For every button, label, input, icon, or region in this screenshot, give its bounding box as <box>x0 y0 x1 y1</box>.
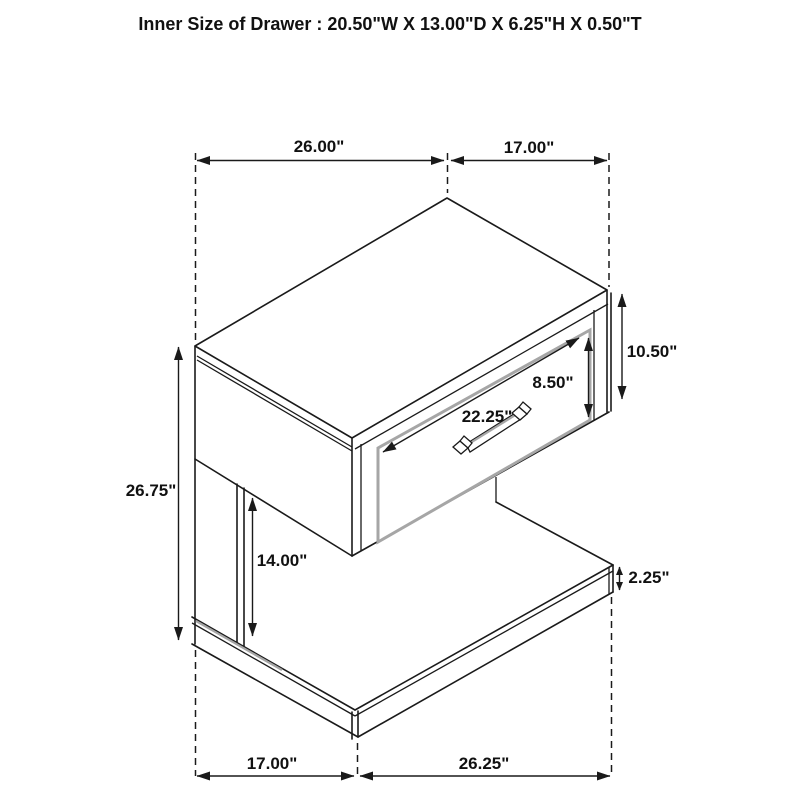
top-slab-line <box>197 356 352 447</box>
dimension-label-bottom-right-width: 26.25" <box>458 754 510 773</box>
cabinet-bottom-left-edge <box>195 459 352 556</box>
base-top-left-edge <box>192 617 355 710</box>
dimension-label-drawer-face-height: 8.50" <box>532 373 574 392</box>
base-top-right-edge <box>355 565 613 710</box>
base-edge-highlight <box>196 621 282 670</box>
top-slab-line <box>197 360 352 451</box>
base-shelf <box>192 565 613 739</box>
base-slab-line <box>355 571 613 716</box>
dimension-label-cabinet-side-height: 10.50" <box>626 342 678 361</box>
dimension-label-drawer-face-width: 22.25" <box>461 407 513 426</box>
nightstand-outline <box>192 198 613 739</box>
drawing-title: Inner Size of Drawer : 20.50"W X 13.00"D X 6.25"H X 0.50"T <box>138 14 642 34</box>
base-slab-line <box>192 623 355 716</box>
dimension-label-bottom-left-depth: 17.00" <box>246 754 298 773</box>
dimension-label-top-right-depth: 17.00" <box>503 138 555 157</box>
base-back-edge <box>496 502 613 565</box>
base-bottom-left-edge <box>192 644 358 737</box>
dimension-label-base-thickness: 2.25" <box>628 568 670 587</box>
dimension-label-top-left-width: 26.00" <box>293 137 345 156</box>
dimension-label-open-space-height: 14.00" <box>256 551 308 570</box>
dimension-label-overall-height: 26.75" <box>125 481 177 500</box>
base-bottom-right-edge <box>358 592 613 737</box>
